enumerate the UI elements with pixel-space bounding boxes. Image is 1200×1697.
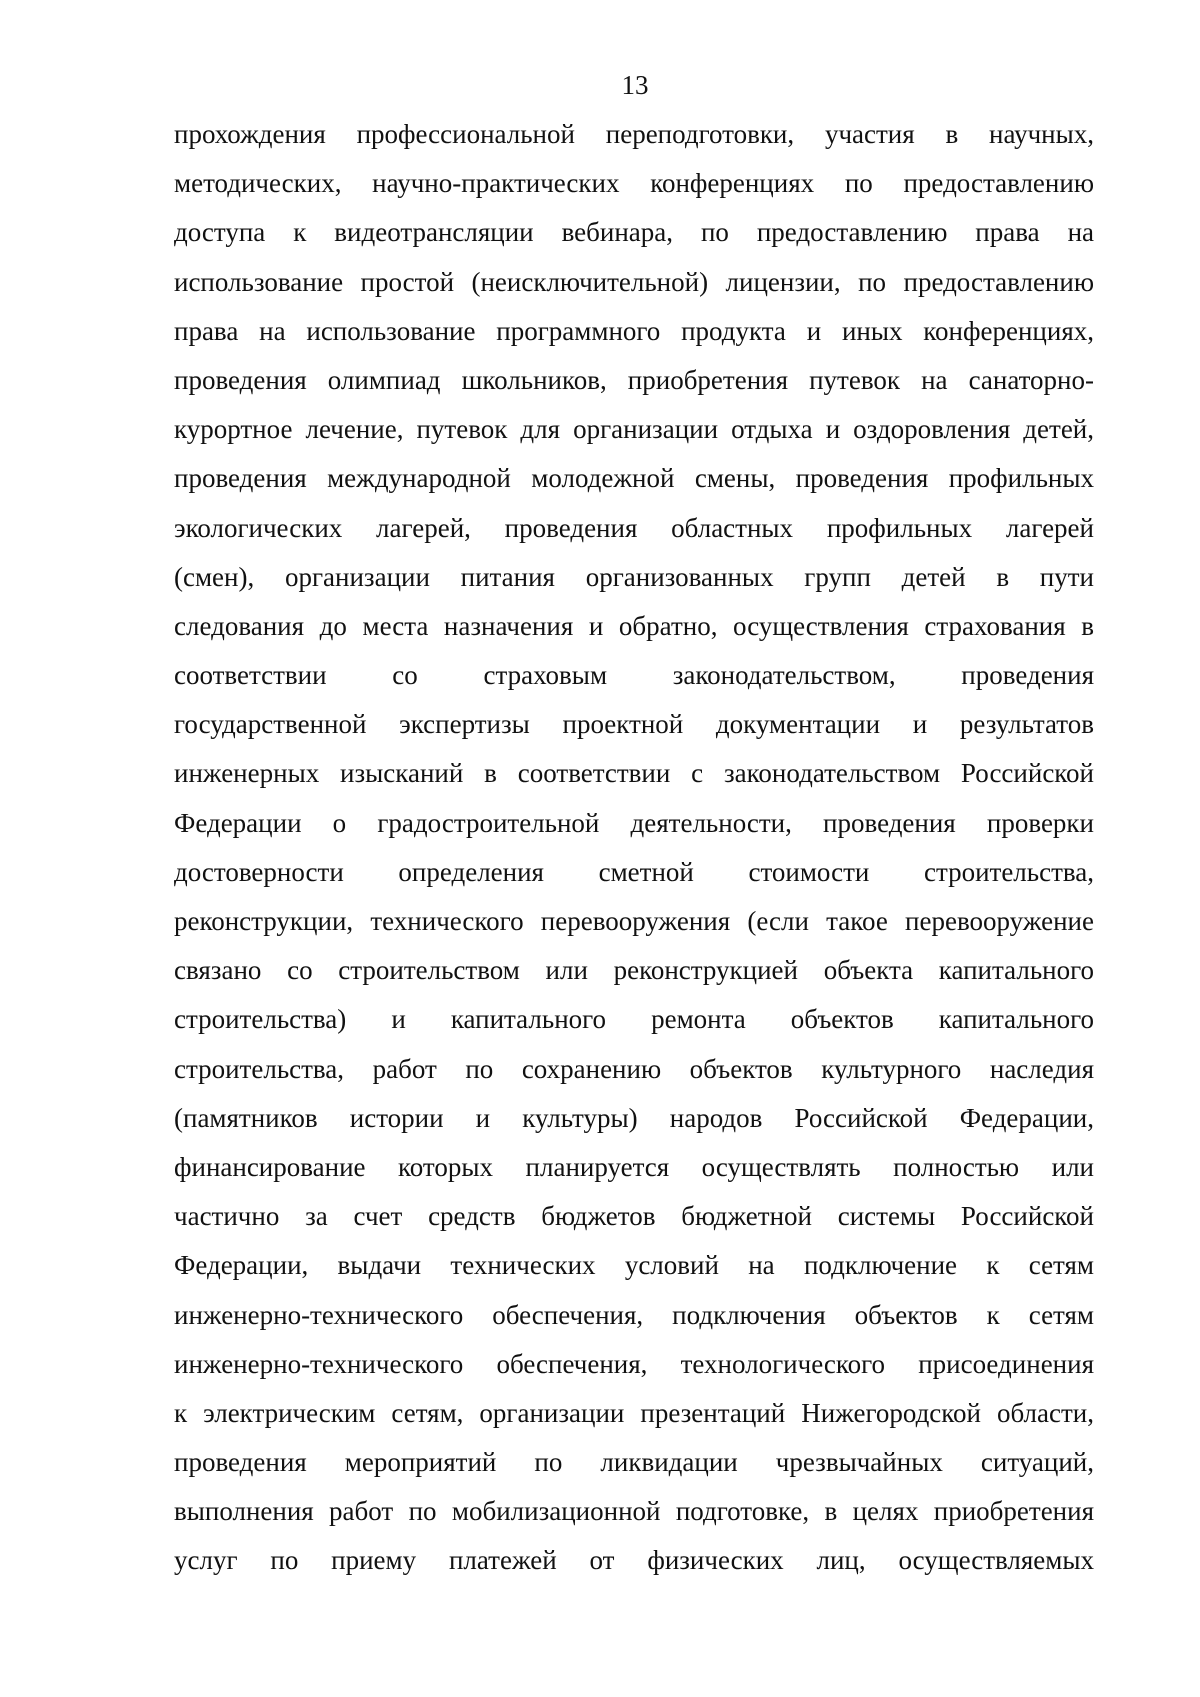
- text-line: выполнения работ по мобилизационной подготовке, в целях приобретения: [174, 1496, 1094, 1527]
- text-line: реконструкции, технического перевооружения (если такое перевооружение: [174, 906, 1094, 936]
- text-line: доступа к видеотрансляции вебинара, по предоставлению права на: [174, 217, 1094, 248]
- text-line: финансирование которых планируется осуществлять полностью или: [174, 1151, 1094, 1182]
- text-line: частично за счет средств бюджетов бюджетной системы Российской: [174, 1201, 1094, 1232]
- text-line: услуг по приему платежей от физических лиц, осуществляемых: [174, 1545, 1094, 1576]
- text-line: использование простой (неисключительной) лицензии, по предоставлению: [174, 266, 1094, 297]
- text-line: государственной экспертизы проектной документации и результатов: [174, 709, 1094, 740]
- text-line: проведения мероприятий по ликвидации чрезвычайных ситуаций,: [174, 1447, 1094, 1478]
- text-line: достоверности определения сметной стоимости строительства,: [174, 856, 1094, 887]
- text-line: методических, научно-практических конференциях по предоставлению: [174, 168, 1094, 199]
- text-line: соответствии со страховым законодательством, проведения: [174, 660, 1094, 691]
- text-line: проведения международной молодежной смены, проведения профильных: [174, 463, 1094, 494]
- text-line: проведения олимпиад школьников, приобретения путевок на санаторно-: [174, 364, 1094, 395]
- text-line: следования до места назначения и обратно, осуществления страхования в: [174, 610, 1094, 641]
- body-text: [174, 110, 1094, 1586]
- text-line: связано со строительством или реконструкцией объекта капитального: [174, 955, 1094, 986]
- text-line: строительства, работ по сохранению объектов культурного наследия: [174, 1053, 1094, 1084]
- text-line: инженерно-технического обеспечения, технологического присоединения: [174, 1348, 1094, 1379]
- page-number: 13: [621, 70, 649, 100]
- text-line: инженерно-технического обеспечения, подключения объектов к сетям: [174, 1299, 1094, 1330]
- text-line: экологических лагерей, проведения областных профильных лагерей: [174, 512, 1094, 543]
- text-line: права на использование программного продукта и иных конференциях,: [174, 315, 1094, 346]
- text-line: (памятников истории и культуры) народов Российской Федерации,: [174, 1102, 1094, 1133]
- text-line: курортное лечение, путевок для организации отдыха и оздоровления детей,: [174, 414, 1094, 445]
- text-line: Федерации о градостроительной деятельности, проведения проверки: [174, 807, 1094, 838]
- text-line: инженерных изысканий в соответствии с законодательством Российской: [174, 758, 1094, 789]
- text-line: прохождения профессиональной переподготовки, участия в научных,: [174, 119, 1094, 149]
- text-line: Федерации, выдачи технических условий на подключение к сетям: [174, 1250, 1094, 1281]
- text-line: к электрическим сетям, организации презентаций Нижегородской области,: [174, 1397, 1094, 1428]
- text-line: (смен), организации питания организованных групп детей в пути: [174, 561, 1094, 592]
- text-line: строительства) и капитального ремонта объектов капитального: [174, 1004, 1094, 1035]
